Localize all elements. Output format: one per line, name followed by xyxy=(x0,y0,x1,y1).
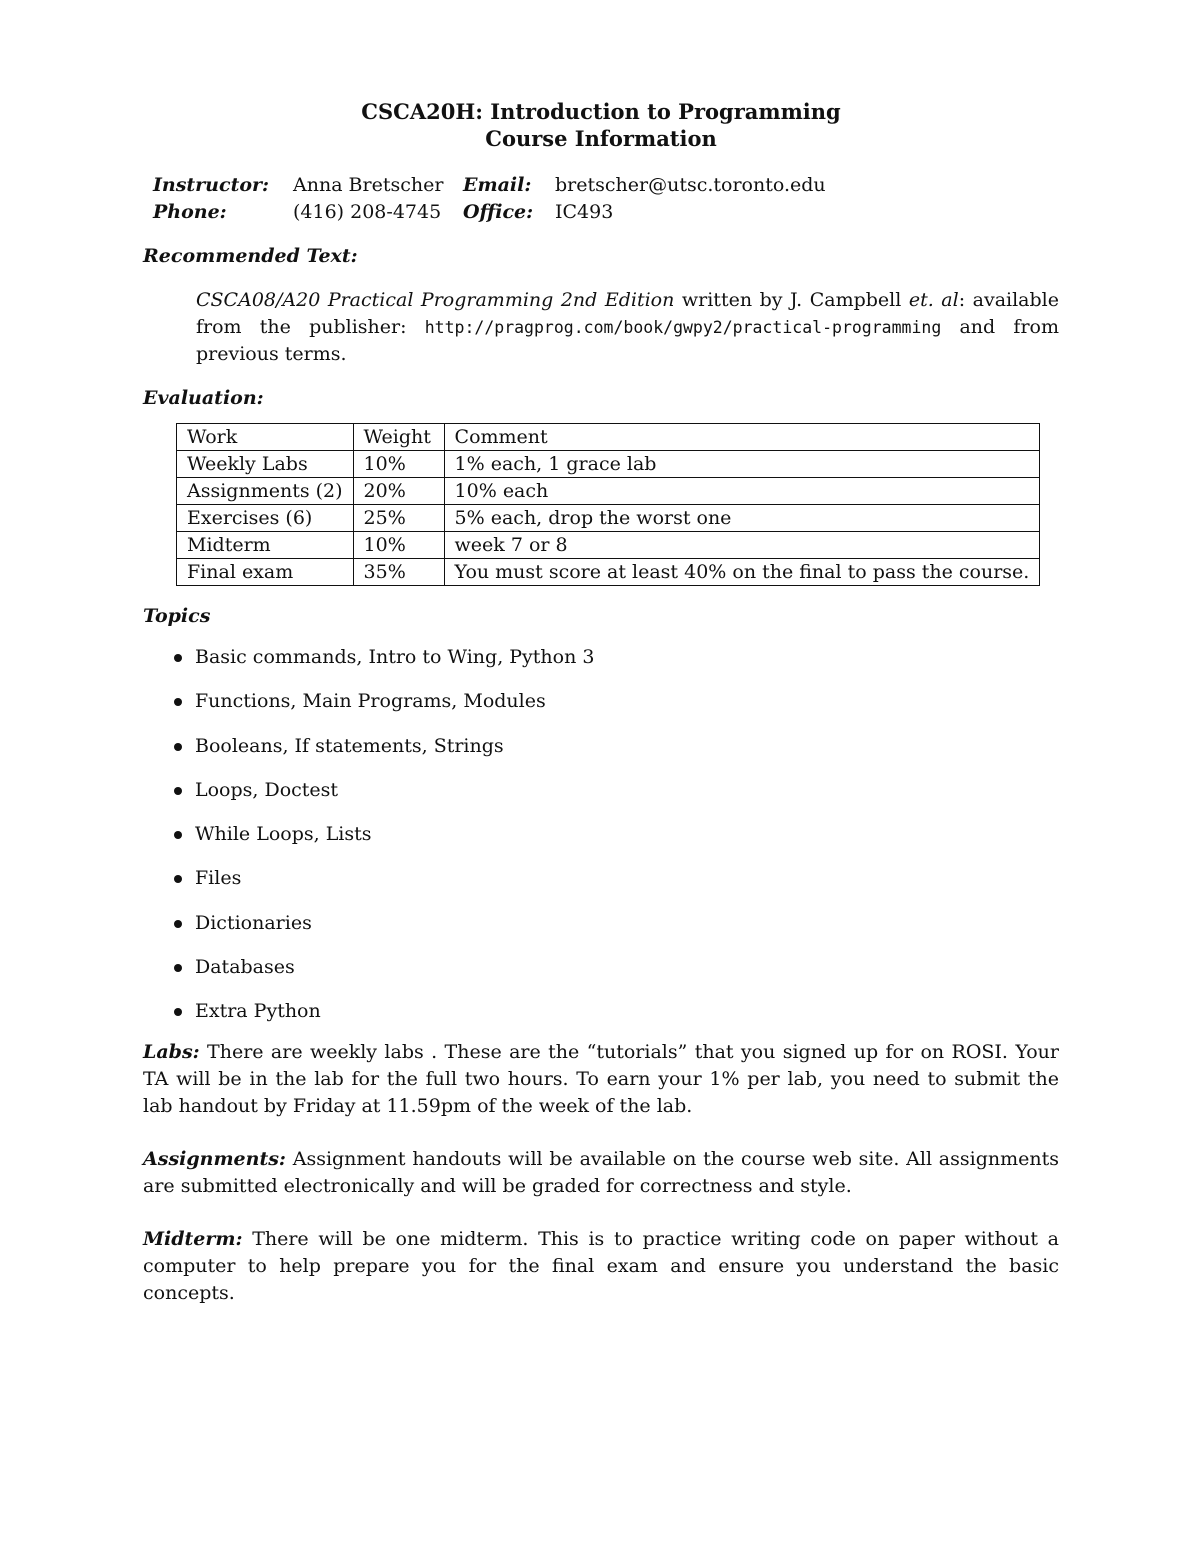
list-item xyxy=(143,865,1059,892)
bullet-icon xyxy=(174,964,182,972)
comment-cell: You must score at least 40% on the final to pass the course. xyxy=(444,559,1040,586)
instructor-label: Instructor: xyxy=(153,174,270,196)
list-item xyxy=(143,644,1059,671)
title-line-1: CSCA20H: Introduction to Programming xyxy=(361,99,841,124)
midterm-lead: Midterm: xyxy=(143,1227,243,1250)
comment-cell: week 7 or 8 xyxy=(444,532,1040,559)
assignments-lead: Assignments: xyxy=(143,1147,286,1170)
work-cell: Assignments (2) xyxy=(177,478,354,505)
book-author: written by J. Campbell xyxy=(674,289,909,311)
list-item xyxy=(143,733,1059,760)
list-item xyxy=(143,688,1059,715)
phone-value: (416) 208-4745 xyxy=(293,201,442,223)
table-row xyxy=(177,532,1040,559)
topics-list xyxy=(143,644,1059,1025)
bullet-icon xyxy=(174,920,182,928)
list-item xyxy=(143,998,1059,1025)
recommended-text-body xyxy=(196,287,1059,368)
list-item xyxy=(143,910,1059,937)
email-label: Email: xyxy=(463,174,532,196)
email-value: bretscher@utsc.toronto.edu xyxy=(555,174,826,196)
weight-cell: 10% xyxy=(353,451,444,478)
evaluation-heading: Evaluation: xyxy=(143,387,264,409)
weight-cell: 20% xyxy=(353,478,444,505)
instructor-value: Anna Bretscher xyxy=(293,174,444,196)
topic-text: Booleans, If statements, Strings xyxy=(195,734,504,757)
recommended-text-heading: Recommended Text: xyxy=(143,245,358,267)
labs-lead: Labs: xyxy=(143,1040,200,1063)
topic-text: Extra Python xyxy=(195,1000,321,1023)
book-availability: : available from the publisher: xyxy=(196,289,1059,338)
office-label: Office: xyxy=(463,201,534,223)
weight-cell: 10% xyxy=(353,532,444,559)
work-cell: Midterm xyxy=(177,532,354,559)
midterm-text: There will be one midterm. This is to practice writing code on paper without a computer to help prepare you for the final exam and ensure you understand the basic concepts. xyxy=(143,1227,1059,1304)
bullet-icon xyxy=(174,1008,182,1016)
topic-text: Files xyxy=(195,867,242,890)
work-cell: Weekly Labs xyxy=(177,451,354,478)
book-etal: et. al xyxy=(908,289,959,311)
bullet-icon xyxy=(174,743,182,751)
topic-text: Loops, Doctest xyxy=(195,778,339,801)
title-line-2: Course Information xyxy=(485,126,717,151)
topics-heading: Topics xyxy=(143,605,211,627)
evaluation-header-row xyxy=(177,424,1040,451)
list-item xyxy=(143,821,1059,848)
weight-cell: 35% xyxy=(353,559,444,586)
labs-text: There are weekly labs . These are the “tutorials” that you signed up for on ROSI. Your TA will be in the lab for the full two hours. To earn your 1% per lab, you need to submit the lab handout by Friday at 11.59pm of the week of the lab. xyxy=(143,1040,1059,1117)
column-header-comment: Comment xyxy=(444,424,1040,451)
midterm-paragraph xyxy=(143,1226,1059,1307)
table-row xyxy=(177,478,1040,505)
comment-cell: 1% each, 1 grace lab xyxy=(444,451,1040,478)
work-cell: Exercises (6) xyxy=(177,505,354,532)
topic-text: Dictionaries xyxy=(195,911,312,934)
labs-paragraph xyxy=(143,1039,1059,1120)
book-availability-end: and from previous terms. xyxy=(196,316,1059,365)
publisher-url: http://pragprog.com/book/gwpy2/practical-programming xyxy=(424,318,942,337)
table-row xyxy=(177,505,1040,532)
work-cell: Final exam xyxy=(177,559,354,586)
contact-info-table xyxy=(153,172,826,226)
phone-label: Phone: xyxy=(153,201,227,223)
table-row xyxy=(177,451,1040,478)
evaluation-table xyxy=(176,423,1040,586)
document-title xyxy=(143,98,1059,152)
bullet-icon xyxy=(174,831,182,839)
assignments-text: Assignment handouts will be available on the course web site. All assignments are submitted electronically and will be graded for correctness and style. xyxy=(143,1147,1059,1197)
table-row xyxy=(177,559,1040,586)
assignments-paragraph xyxy=(143,1146,1059,1200)
topic-text: Functions, Main Programs, Modules xyxy=(195,690,546,713)
comment-cell: 5% each, drop the worst one xyxy=(444,505,1040,532)
contact-row-1 xyxy=(153,172,826,199)
topic-text: While Loops, Lists xyxy=(195,823,372,846)
topic-text: Basic commands, Intro to Wing, Python 3 xyxy=(195,646,595,668)
book-title: CSCA08/A20 Practical Programming 2nd Edition xyxy=(196,289,675,311)
bullet-icon xyxy=(174,698,182,706)
list-item xyxy=(143,777,1059,804)
bullet-icon xyxy=(174,875,182,883)
bullet-icon xyxy=(174,787,182,795)
office-value: IC493 xyxy=(555,201,614,223)
column-header-weight: Weight xyxy=(353,424,444,451)
list-item xyxy=(143,954,1059,981)
bullet-icon xyxy=(174,654,182,662)
document-page xyxy=(143,98,1059,1307)
contact-row-2 xyxy=(153,199,826,226)
weight-cell: 25% xyxy=(353,505,444,532)
column-header-work: Work xyxy=(177,424,354,451)
comment-cell: 10% each xyxy=(444,478,1040,505)
topic-text: Databases xyxy=(195,956,295,979)
